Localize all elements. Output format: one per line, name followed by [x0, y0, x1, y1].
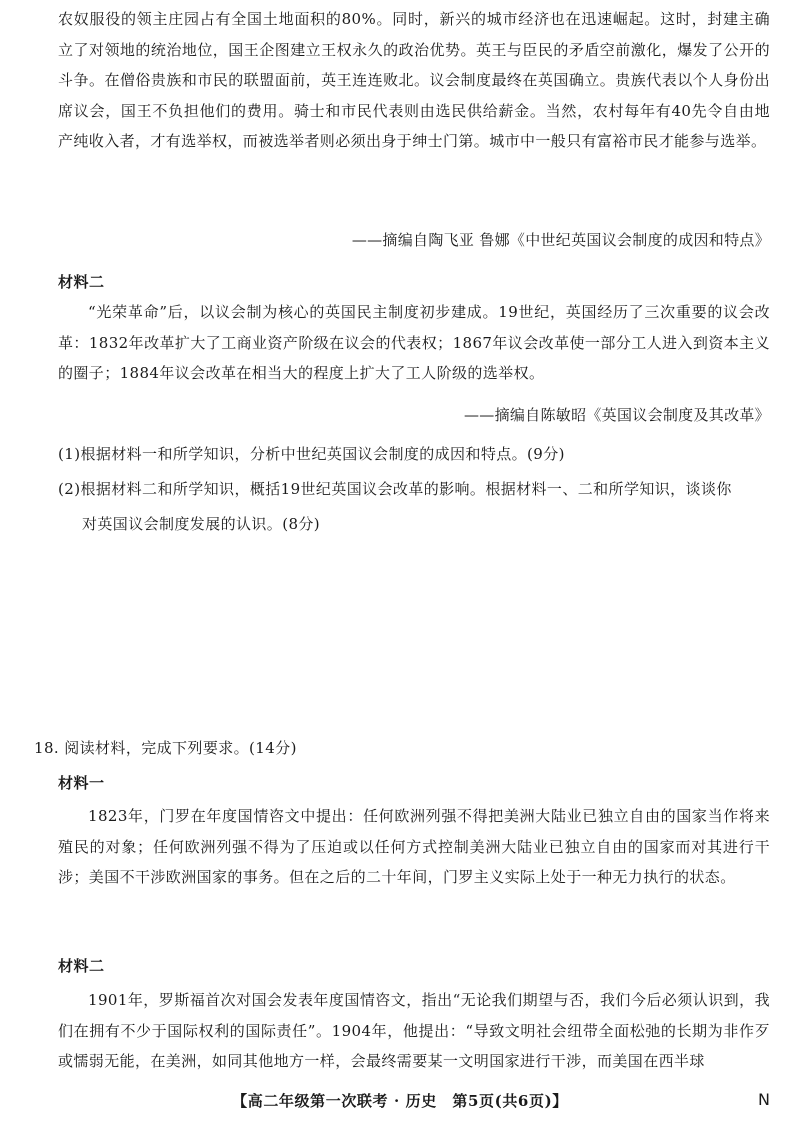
question-18-title: 18. 阅读材料，完成下列要求。(14分): [34, 739, 297, 757]
material2-heading: 材料二: [58, 273, 105, 291]
question-1: (1)根据材料一和所学知识，分析中世纪英国议会制度的成因和特点。(9分): [58, 445, 565, 463]
q18-material2-heading: 材料二: [58, 957, 105, 975]
question-2-line1: (2)根据材料二和所学知识，概括19世纪英国议会改革的影响。根据材料一、二和所学知识，谈谈你: [58, 480, 732, 498]
material1-continued-text: 农奴服役的领主庄园占有全国土地面积的80%。同时，新兴的城市经济也在迅速崛起。这时，封建主确立了对领地的统治地位，国王企图建立王权永久的政治优势。英王与臣民的矛盾空前激化，爆发了公开的斗争。在僧俗贵族和市民的联盟面前，英王连连败北。议会制度最终在英国确立。贵族代表以个人身份出席议会，国王不负担他们的费用。骑士和市民代表则由选民供给薪金。当然，农村每年有40先令自由地产纯收入者，才有选举权，而被选举者则必须出身于绅士门第。城市中一般只有富裕市民才能参与选举。: [58, 10, 770, 150]
page-footer: 【高二年级第一次联考 · 历史 第5页(共6页)】: [232, 1092, 568, 1110]
material1-source: ——摘编自陶飞亚 鲁娜《中世纪英国议会制度的成因和特点》: [351, 231, 770, 249]
question-2-line2: 对英国议会制度发展的认识。(8分): [82, 515, 321, 533]
q18-material1-text: 1823年，门罗在年度国情咨文中提出：任何欧洲列强不得把美洲大陆业已独立自由的国家当作将来殖民的对象；任何欧洲列强不得为了压迫或以任何方式控制美洲大陆业已独立自由的国家而对其进行干涉；美国不干涉欧洲国家的事务。但在之后的二十年间，门罗主义实际上处于一种无力执行的状态。: [58, 807, 770, 886]
material2-text: “光荣革命”后，以议会制为核心的英国民主制度初步建成。19世纪，英国经历了三次重要的议会改革：1832年改革扩大了工商业资产阶级在议会的代表权；1867年议会改革使一部分工人进入到资本主义的圈子；1884年议会改革在相当大的程度上扩大了工人阶级的选举权。: [58, 303, 770, 382]
question-list: [58, 437, 770, 542]
q18-material1-heading: 材料一: [58, 774, 105, 792]
material2-source: ——摘编自陈敏昭《英国议会制度及其改革》: [463, 406, 770, 424]
paper-version-letter: N: [758, 1090, 770, 1109]
q18-material2-text: 1901年，罗斯福首次对国会发表年度国情咨文，指出“无论我们期望与否，我们今后必须认识到，我们在拥有不少于国际权利的国际责任”。1904年，他提出：“导致文明社会纽带全面松弛的长期为非作歹或懦弱无能，在美洲，如同其他地方一样，会最终需要某一文明国家进行干涉，而美国在西半球: [58, 991, 770, 1070]
